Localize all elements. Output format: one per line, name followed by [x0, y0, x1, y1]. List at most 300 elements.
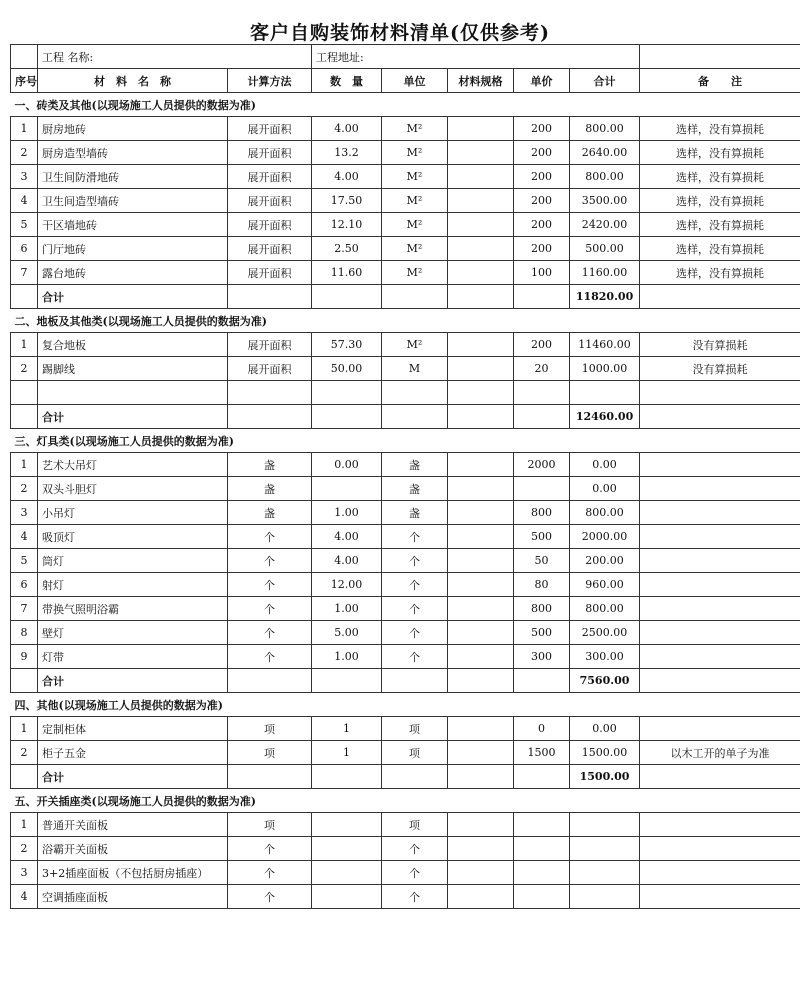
subtotal-label: 合计	[38, 405, 228, 429]
unit-price: 200	[514, 237, 570, 261]
col-header-price: 单价	[514, 69, 570, 93]
row-no: 2	[11, 357, 38, 381]
row-no: 1	[11, 717, 38, 741]
subtotal-value: 1500.00	[570, 765, 640, 789]
row-no: 1	[11, 813, 38, 837]
column-header-row	[11, 69, 800, 93]
col-header-note: 备 注	[640, 69, 800, 93]
item-name: 卫生间造型墙砖	[38, 189, 228, 213]
blank-cell	[11, 285, 38, 309]
row-no: 2	[11, 141, 38, 165]
subtotal-row	[11, 765, 800, 789]
quantity: 0.00	[312, 453, 382, 477]
row-no: 4	[11, 189, 38, 213]
note: 以木工开的单子为准	[640, 741, 800, 765]
blank-cell	[312, 669, 382, 693]
spec	[448, 717, 514, 741]
col-header-qty: 数 量	[312, 69, 382, 93]
unit: 项	[382, 717, 448, 741]
blank-cell	[312, 765, 382, 789]
quantity	[312, 813, 382, 837]
blank-cell	[382, 381, 448, 405]
unit-price	[514, 885, 570, 909]
section-header	[11, 789, 800, 813]
blank-cell	[312, 381, 382, 405]
note: 选样，没有算损耗	[640, 189, 800, 213]
item-name: 带换气照明浴霸	[38, 597, 228, 621]
line-total: 200.00	[570, 549, 640, 573]
unit: 个	[382, 621, 448, 645]
quantity	[312, 861, 382, 885]
blank-cell	[382, 405, 448, 429]
unit: 盏	[382, 477, 448, 501]
item-name: 小吊灯	[38, 501, 228, 525]
section-header	[11, 693, 800, 717]
spec	[448, 573, 514, 597]
calc-method: 盏	[228, 501, 312, 525]
col-header-name: 材 料 名 称	[38, 69, 228, 93]
blank-cell	[382, 765, 448, 789]
unit: 个	[382, 837, 448, 861]
unit: 项	[382, 741, 448, 765]
quantity: 17.50	[312, 189, 382, 213]
table-row	[11, 141, 800, 165]
section-title: 二、地板及其他类(以现场施工人员提供的数据为准)	[11, 309, 800, 333]
quantity: 4.00	[312, 117, 382, 141]
spec	[448, 501, 514, 525]
item-name: 露台地砖	[38, 261, 228, 285]
unit-price: 0	[514, 717, 570, 741]
row-no: 4	[11, 525, 38, 549]
calc-method: 个	[228, 885, 312, 909]
calc-method: 个	[228, 525, 312, 549]
spec	[448, 453, 514, 477]
blank-cell	[11, 405, 38, 429]
spec	[448, 621, 514, 645]
unit: M	[382, 357, 448, 381]
calc-method: 个	[228, 621, 312, 645]
quantity: 50.00	[312, 357, 382, 381]
row-no: 1	[11, 453, 38, 477]
spec	[448, 213, 514, 237]
unit: 个	[382, 549, 448, 573]
spec	[448, 357, 514, 381]
calc-method: 个	[228, 837, 312, 861]
unit: M²	[382, 237, 448, 261]
note	[640, 837, 800, 861]
item-name: 射灯	[38, 573, 228, 597]
table-row	[11, 453, 800, 477]
unit: M²	[382, 213, 448, 237]
spec	[448, 333, 514, 357]
item-name: 卫生间防滑地砖	[38, 165, 228, 189]
quantity	[312, 885, 382, 909]
col-header-method: 计算方法	[228, 69, 312, 93]
materials-table	[10, 44, 800, 909]
note	[640, 813, 800, 837]
calc-method: 盏	[228, 453, 312, 477]
blank-cell	[514, 405, 570, 429]
table-row	[11, 717, 800, 741]
quantity: 4.00	[312, 525, 382, 549]
line-total: 1500.00	[570, 741, 640, 765]
row-no: 6	[11, 237, 38, 261]
quantity: 1	[312, 741, 382, 765]
col-header-unit: 单位	[382, 69, 448, 93]
row-no: 4	[11, 885, 38, 909]
unit-price: 200	[514, 165, 570, 189]
row-no: 6	[11, 573, 38, 597]
calc-method: 展开面积	[228, 333, 312, 357]
calc-method: 展开面积	[228, 141, 312, 165]
unit-price	[514, 477, 570, 501]
table-row	[11, 501, 800, 525]
note	[640, 525, 800, 549]
unit-price: 200	[514, 213, 570, 237]
document-title: 客户自购装饰材料清单(仅供参考)	[250, 22, 550, 44]
blank-cell	[640, 765, 800, 789]
quantity: 12.10	[312, 213, 382, 237]
unit: 盏	[382, 453, 448, 477]
line-total: 800.00	[570, 165, 640, 189]
calc-method: 展开面积	[228, 117, 312, 141]
subtotal-value: 7560.00	[570, 669, 640, 693]
spec	[448, 189, 514, 213]
note: 选样，没有算损耗	[640, 237, 800, 261]
line-total: 0.00	[570, 477, 640, 501]
line-total: 2000.00	[570, 525, 640, 549]
item-name: 定制柜体	[38, 717, 228, 741]
blank-cell	[640, 381, 800, 405]
item-name: 灯带	[38, 645, 228, 669]
item-name: 复合地板	[38, 333, 228, 357]
blank-cell	[228, 285, 312, 309]
calc-method: 展开面积	[228, 189, 312, 213]
note	[640, 573, 800, 597]
calc-method: 盏	[228, 477, 312, 501]
note: 选样，没有算损耗	[640, 261, 800, 285]
blank-cell	[228, 669, 312, 693]
subtotal-row	[11, 285, 800, 309]
quantity: 57.30	[312, 333, 382, 357]
spec	[448, 261, 514, 285]
quantity: 1.00	[312, 645, 382, 669]
section-title: 五、开关插座类(以现场施工人员提供的数据为准)	[11, 789, 800, 813]
unit-price: 100	[514, 261, 570, 285]
line-total: 1160.00	[570, 261, 640, 285]
line-total: 960.00	[570, 573, 640, 597]
line-total	[570, 837, 640, 861]
blank-cell	[312, 285, 382, 309]
spec	[448, 525, 514, 549]
unit: 盏	[382, 501, 448, 525]
line-total: 0.00	[570, 453, 640, 477]
line-total: 2640.00	[570, 141, 640, 165]
row-no: 7	[11, 597, 38, 621]
blank-cell	[448, 285, 514, 309]
table-row	[11, 621, 800, 645]
item-name: 干区墙地砖	[38, 213, 228, 237]
spec	[448, 117, 514, 141]
spec	[448, 165, 514, 189]
item-name: 壁灯	[38, 621, 228, 645]
quantity: 4.00	[312, 165, 382, 189]
item-name: 空调插座面板	[38, 885, 228, 909]
unit-price: 200	[514, 141, 570, 165]
unit-price: 300	[514, 645, 570, 669]
item-name: 双头斗胆灯	[38, 477, 228, 501]
line-total: 300.00	[570, 645, 640, 669]
calc-method: 展开面积	[228, 357, 312, 381]
table-row	[11, 741, 800, 765]
unit-price	[514, 837, 570, 861]
unit: 项	[382, 813, 448, 837]
row-no: 1	[11, 117, 38, 141]
table-row	[11, 573, 800, 597]
row-no: 2	[11, 741, 38, 765]
unit-price: 80	[514, 573, 570, 597]
row-no: 5	[11, 549, 38, 573]
unit-price: 200	[514, 189, 570, 213]
calc-method: 项	[228, 717, 312, 741]
table-row	[11, 165, 800, 189]
project-name-label: 工程 名称:	[38, 45, 312, 69]
line-total: 11460.00	[570, 333, 640, 357]
item-name: 筒灯	[38, 549, 228, 573]
blank-cell	[382, 669, 448, 693]
col-header-total: 合计	[570, 69, 640, 93]
unit: M²	[382, 333, 448, 357]
section-title: 四、其他(以现场施工人员提供的数据为准)	[11, 693, 800, 717]
line-total: 1000.00	[570, 357, 640, 381]
row-no: 3	[11, 165, 38, 189]
unit: 个	[382, 597, 448, 621]
unit-price: 200	[514, 333, 570, 357]
blank-cell	[312, 405, 382, 429]
blank-cell	[11, 765, 38, 789]
line-total: 0.00	[570, 717, 640, 741]
unit-price: 200	[514, 117, 570, 141]
item-name: 艺术大吊灯	[38, 453, 228, 477]
item-name: 吸顶灯	[38, 525, 228, 549]
item-name: 厨房地砖	[38, 117, 228, 141]
item-name: 柜子五金	[38, 741, 228, 765]
unit-price: 800	[514, 501, 570, 525]
calc-method: 展开面积	[228, 237, 312, 261]
blank-cell	[448, 405, 514, 429]
calc-method: 个	[228, 861, 312, 885]
note	[640, 621, 800, 645]
item-name: 踢脚线	[38, 357, 228, 381]
blank-cell	[228, 405, 312, 429]
section-title: 一、砖类及其他(以现场施工人员提供的数据为准)	[11, 93, 800, 117]
note: 选样，没有算损耗	[640, 117, 800, 141]
calc-method: 个	[228, 645, 312, 669]
table-row	[11, 189, 800, 213]
note: 没有算损耗	[640, 333, 800, 357]
unit-price: 2000	[514, 453, 570, 477]
item-name: 3+2插座面板（不包括厨房插座）	[38, 861, 228, 885]
quantity: 13.2	[312, 141, 382, 165]
unit-price: 50	[514, 549, 570, 573]
calc-method: 个	[228, 597, 312, 621]
unit: 个	[382, 861, 448, 885]
row-no: 3	[11, 501, 38, 525]
blank-cell	[570, 381, 640, 405]
row-no: 3	[11, 861, 38, 885]
table-row	[11, 549, 800, 573]
unit: M²	[382, 117, 448, 141]
spec	[448, 741, 514, 765]
note	[640, 861, 800, 885]
line-total: 800.00	[570, 597, 640, 621]
calc-method: 项	[228, 741, 312, 765]
subtotal-row	[11, 405, 800, 429]
line-total: 2500.00	[570, 621, 640, 645]
unit: 个	[382, 525, 448, 549]
table-row	[11, 261, 800, 285]
spec	[448, 645, 514, 669]
unit-price: 800	[514, 597, 570, 621]
note	[640, 453, 800, 477]
unit: 个	[382, 885, 448, 909]
blank-row	[11, 381, 800, 405]
line-total: 800.00	[570, 117, 640, 141]
spec	[448, 477, 514, 501]
unit: 个	[382, 573, 448, 597]
quantity: 1.00	[312, 597, 382, 621]
calc-method: 个	[228, 573, 312, 597]
table-row	[11, 477, 800, 501]
note	[640, 549, 800, 573]
table-row	[11, 237, 800, 261]
quantity: 4.00	[312, 549, 382, 573]
item-name: 普通开关面板	[38, 813, 228, 837]
note: 选样，没有算损耗	[640, 213, 800, 237]
calc-method: 项	[228, 813, 312, 837]
line-total: 800.00	[570, 501, 640, 525]
quantity	[312, 477, 382, 501]
section-header	[11, 93, 800, 117]
subtotal-value: 11820.00	[570, 285, 640, 309]
spec	[448, 813, 514, 837]
unit: M²	[382, 141, 448, 165]
unit: M²	[382, 189, 448, 213]
spec	[448, 237, 514, 261]
blank-cell	[448, 669, 514, 693]
note	[640, 645, 800, 669]
note: 没有算损耗	[640, 357, 800, 381]
line-total	[570, 861, 640, 885]
subtotal-row	[11, 669, 800, 693]
calc-method: 展开面积	[228, 213, 312, 237]
blank-cell	[11, 669, 38, 693]
calc-method: 个	[228, 549, 312, 573]
unit: M²	[382, 165, 448, 189]
blank-cell	[228, 765, 312, 789]
table-row	[11, 333, 800, 357]
spec	[448, 861, 514, 885]
note: 选样，没有算损耗	[640, 165, 800, 189]
spec	[448, 549, 514, 573]
table-row	[11, 861, 800, 885]
subtotal-label: 合计	[38, 285, 228, 309]
note	[640, 501, 800, 525]
item-name: 浴霸开关面板	[38, 837, 228, 861]
blank-cell	[448, 381, 514, 405]
blank-cell	[228, 381, 312, 405]
blank-cell	[640, 285, 800, 309]
blank-cell	[382, 285, 448, 309]
unit: 个	[382, 645, 448, 669]
note: 选样，没有算损耗	[640, 141, 800, 165]
line-total: 500.00	[570, 237, 640, 261]
quantity: 11.60	[312, 261, 382, 285]
quantity	[312, 837, 382, 861]
subtotal-label: 合计	[38, 669, 228, 693]
row-no: 9	[11, 645, 38, 669]
table-row	[11, 117, 800, 141]
blank-cell	[514, 669, 570, 693]
item-name: 门厅地砖	[38, 237, 228, 261]
blank-cell	[640, 669, 800, 693]
unit-price: 1500	[514, 741, 570, 765]
col-header-no: 序号	[11, 69, 38, 93]
blank-cell	[11, 381, 38, 405]
note	[640, 477, 800, 501]
blank-cell	[640, 405, 800, 429]
unit: M²	[382, 261, 448, 285]
section-header	[11, 309, 800, 333]
unit-price: 500	[514, 525, 570, 549]
table-row	[11, 213, 800, 237]
quantity: 5.00	[312, 621, 382, 645]
table-row	[11, 837, 800, 861]
quantity: 1	[312, 717, 382, 741]
table-row	[11, 885, 800, 909]
table-row	[11, 645, 800, 669]
quantity: 2.50	[312, 237, 382, 261]
section-header	[11, 429, 800, 453]
calc-method: 展开面积	[228, 261, 312, 285]
project-info-row	[11, 45, 800, 69]
table-row	[11, 525, 800, 549]
blank-cell	[448, 765, 514, 789]
table-row	[11, 357, 800, 381]
section-title: 三、灯具类(以现场施工人员提供的数据为准)	[11, 429, 800, 453]
note	[640, 717, 800, 741]
spec	[448, 141, 514, 165]
unit-price	[514, 861, 570, 885]
quantity: 12.00	[312, 573, 382, 597]
spec	[448, 837, 514, 861]
blank-cell	[514, 765, 570, 789]
calc-method: 展开面积	[228, 165, 312, 189]
spec	[448, 885, 514, 909]
subtotal-label: 合计	[38, 765, 228, 789]
blank-cell	[514, 285, 570, 309]
table-row	[11, 813, 800, 837]
line-total: 2420.00	[570, 213, 640, 237]
row-no: 2	[11, 837, 38, 861]
line-total: 3500.00	[570, 189, 640, 213]
project-address-label: 工程地址:	[312, 45, 640, 69]
row-no: 2	[11, 477, 38, 501]
line-total	[570, 813, 640, 837]
blank-cell	[38, 381, 228, 405]
table-row	[11, 597, 800, 621]
note	[640, 885, 800, 909]
